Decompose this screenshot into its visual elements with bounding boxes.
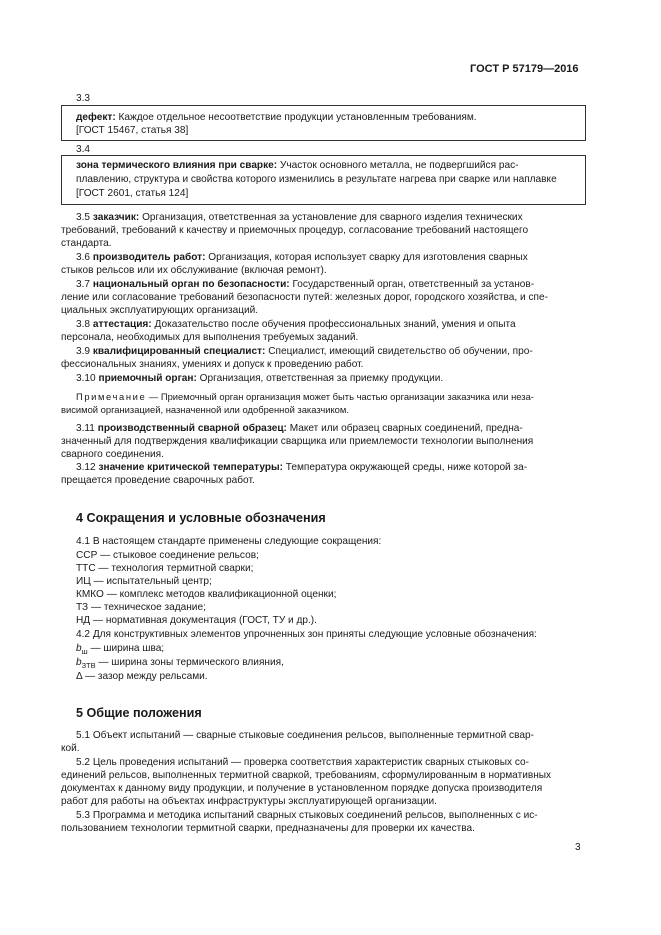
paragraph: кой.	[61, 743, 80, 754]
note-line	[76, 390, 534, 404]
paragraph: 4.1 В настоящем стандарте применены следующие сокращения:	[76, 536, 382, 547]
symbol-item	[76, 670, 208, 684]
paragraph: пользованием технологии термитной сварки, предназначены для проверки их качества.	[61, 823, 475, 834]
term-name: производственный сварной образец:	[97, 423, 287, 434]
term-number: 3.7	[76, 279, 91, 290]
term-definition: стандарта.	[61, 238, 112, 249]
term-definition: циальных эксплуатирующих организаций.	[61, 305, 259, 316]
term-line	[76, 159, 518, 173]
symbol-desc: — ширина шва;	[90, 643, 165, 654]
section-title: 5 Общие положения	[76, 706, 202, 720]
abbreviation-item: ТЗ — техническое задание;	[76, 602, 206, 613]
paragraph: 5.1 Объект испытаний — сварные стыковые соединения рельсов, выполненные термитной свар-	[76, 730, 534, 741]
paragraph: работ для работы на объектах инфраструктуры эксплуатирующей организации.	[61, 796, 437, 807]
term-source: [ГОСТ 15467, статья 38]	[76, 125, 189, 136]
term-definition: персонала, необходимых для выполнения требуемых заданий.	[61, 332, 359, 343]
term-name: зона термического влияния при сварке:	[76, 160, 278, 171]
term-definition: Участок основного металла, не подвергшийся рас-	[279, 160, 519, 171]
symbol-subscript: ЗТВ	[81, 661, 96, 671]
term-name: заказчик:	[92, 212, 140, 223]
term-line	[76, 251, 528, 265]
term-number: 3.11	[76, 423, 95, 434]
term-number: 3.3	[76, 93, 91, 104]
symbol-base: Δ	[76, 671, 83, 682]
term-definition: Организация, ответственная за приемку продукции.	[199, 373, 444, 384]
term-line	[76, 111, 477, 125]
term-number: 3.4	[76, 144, 91, 155]
abbreviation-item: КМКО — комплекс методов квалификационной оценки;	[76, 589, 337, 600]
term-name: производитель работ:	[92, 252, 206, 263]
term-line	[76, 461, 527, 475]
term-definition: Макет или образец сварных соединений, предна-	[289, 423, 523, 434]
term-definition: Доказательство после обучения профессиональных знаний, умения и опыта	[154, 319, 516, 330]
paragraph: 5.3 Программа и методика испытаний сварных стыковых соединений рельсов, выполненных с ис-	[76, 810, 538, 821]
term-line	[76, 318, 516, 332]
symbol-base: b	[76, 657, 82, 668]
term-source: [ГОСТ 2601, статья 124]	[76, 188, 189, 199]
term-definition: сварного соединения.	[61, 449, 164, 460]
term-definition: ление или согласование требований безопасности путей: железных дорог, городского хозяйства, и спе-	[61, 292, 548, 303]
term-definition: Температура окружающей среды, ниже которой за-	[285, 462, 528, 473]
term-number: 3.9	[76, 346, 91, 357]
symbol-subscript: ш	[81, 647, 88, 657]
term-line	[76, 422, 523, 436]
term-line	[76, 278, 534, 292]
term-number: 3.8	[76, 319, 91, 330]
abbreviation-item: ТТС — технология термитной сварки;	[76, 563, 254, 574]
term-definition: стыков рельсов или их обслуживание (включая ремонт).	[61, 265, 327, 276]
paragraph: единений рельсов, выполненных термитной сваркой, требованиям, сформулированным в нормативных	[61, 770, 552, 781]
symbol-base: b	[76, 643, 82, 654]
term-name: национальный орган по безопасности:	[92, 279, 290, 290]
term-definition: Организация, ответственная за установление для сварного изделия технических	[142, 212, 523, 223]
term-definition: прещается проведение сварочных работ.	[61, 475, 255, 486]
term-definition: Государственный орган, ответственный за установ-	[292, 279, 535, 290]
term-definition: Специалист, имеющий свидетельство об обучении, про-	[268, 346, 533, 357]
abbreviation-item: ССР — стыковое соединение рельсов;	[76, 550, 259, 561]
term-line	[76, 345, 533, 359]
page-number: 3	[575, 842, 581, 853]
term-line	[76, 211, 523, 225]
symbol-desc: — ширина зоны термического влияния,	[98, 657, 284, 668]
abbreviation-item: НД — нормативная документация (ГОСТ, ТУ и др.).	[76, 615, 317, 626]
term-definition: требований, требований к качеству и приемочных процедур, согласование требований настоящего	[61, 225, 529, 236]
term-name: дефект:	[76, 112, 116, 123]
document-number: ГОСТ Р 57179—2016	[470, 63, 579, 75]
term-name: аттестация:	[92, 319, 152, 330]
term-number: 3.12	[76, 462, 96, 473]
abbreviation-item: ИЦ — испытательный центр;	[76, 576, 212, 587]
note-label: Примечание	[76, 391, 147, 402]
term-definition: плавлению, структура и свойства которого изменились в результате нагрева при сварке или наплавке	[76, 174, 557, 185]
paragraph: документах к данному виду продукции, и получение в установленном порядке допуска производителя	[61, 783, 543, 794]
note-text: висимой организацией, назначенной или одобренной заказчиком.	[61, 404, 349, 415]
paragraph: 4.2 Для конструктивных элементов упрочненных зон приняты следующие условные обозначения:	[76, 629, 537, 640]
paragraph: 5.2 Цель проведения испытаний — проверка соответствия характеристик сварных стыковых со-	[76, 757, 530, 768]
section-title: 4 Сокращения и условные обозначения	[76, 511, 326, 525]
term-name: приемочный орган:	[98, 373, 197, 384]
term-name: квалифицированный специалист:	[92, 346, 266, 357]
term-definition: Каждое отдельное несоответствие продукции установленным требованиям.	[118, 112, 477, 123]
term-number: 3.10	[76, 373, 96, 384]
note-text: — Приемочный орган организация может быть частью организации заказчика или неза-	[148, 391, 534, 402]
term-line	[76, 372, 443, 386]
term-name: значение критической температуры:	[98, 462, 283, 473]
term-number: 3.6	[76, 252, 91, 263]
term-definition: фессиональных знаниях, умениях и допуск к проведению работ.	[61, 359, 364, 370]
term-definition: значенный для подтверждения квалификации сварщика или приемлемости технологии выполнения	[61, 436, 534, 447]
term-number: 3.5	[76, 212, 91, 223]
symbol-desc: — зазор между рельсами.	[85, 671, 208, 682]
term-definition: Организация, которая использует сварку для изготовления сварных	[208, 252, 528, 263]
